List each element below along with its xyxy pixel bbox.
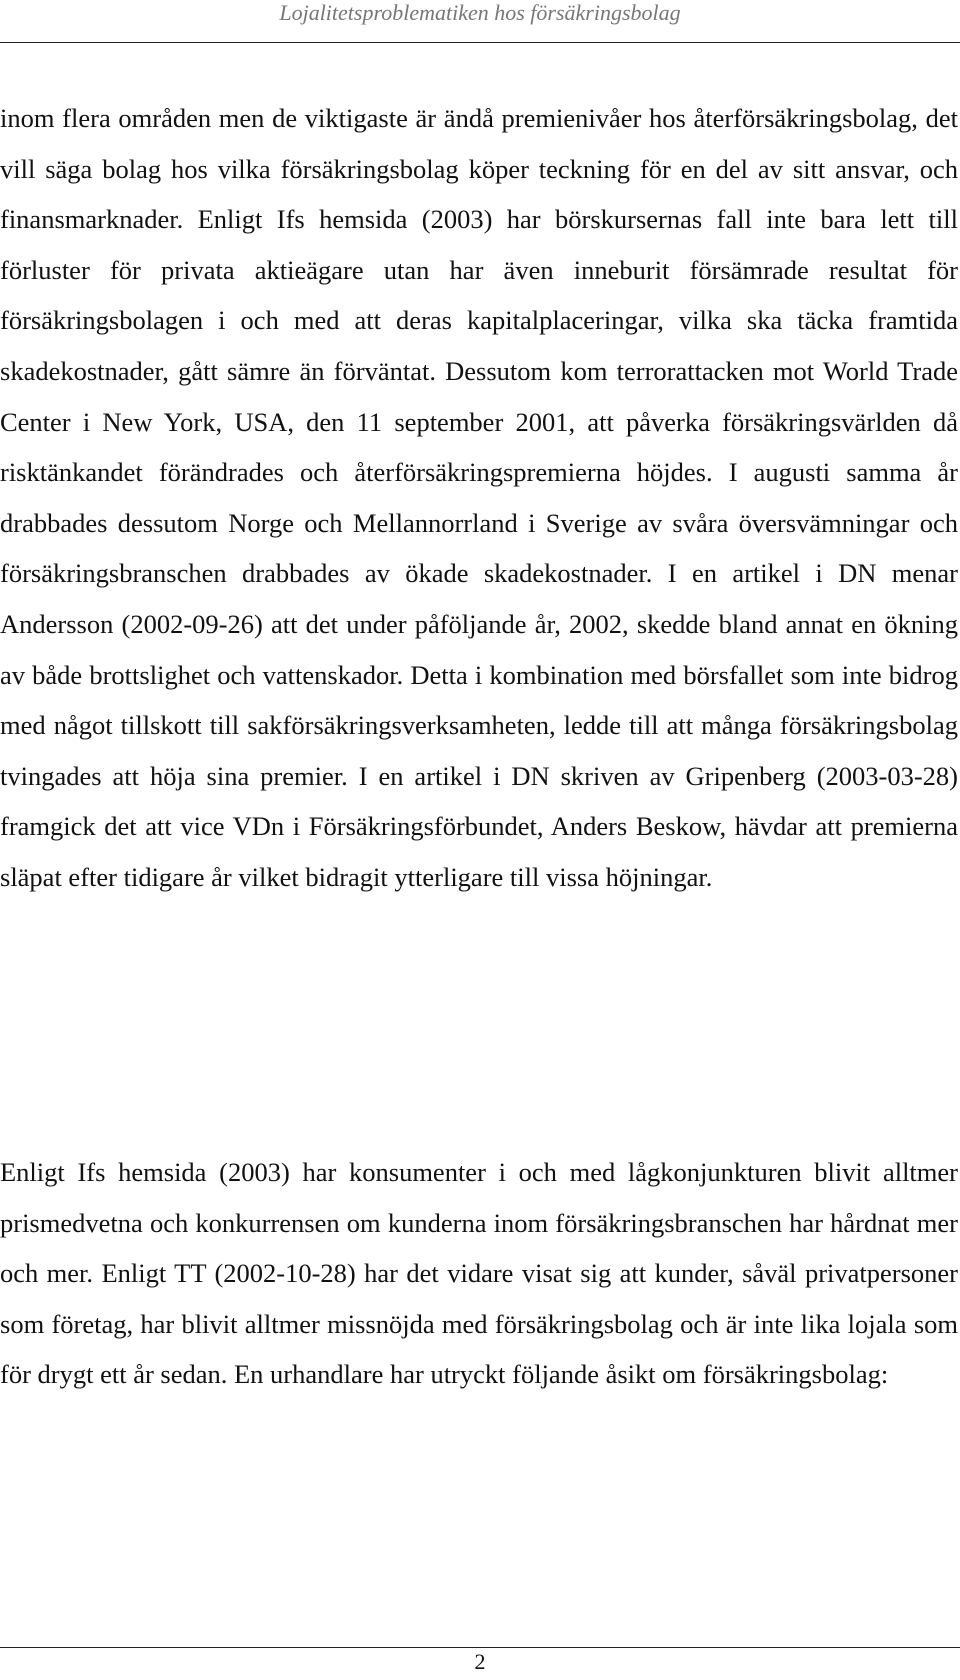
running-header: Lojalitetsproblematiken hos försäkringsbolag — [279, 0, 681, 25]
body-paragraph-1: inom flera områden men de viktigaste är ändå premienivåer hos återförsäkringsbolag, det vill säga bolag hos vilka försäkringsbolag köper teckning för en del av sitt ansvar, och finansmarknader. Enligt Ifs hemsida (2003) har börskursernas fall inte bara lett till förluster för privata aktieägare utan har även inneburit försämrade resultat för försäkringsbolagen i och med att deras kapitalplaceringar, vilka ska täcka framtida skadekostnader, gått sämre än förväntat. Dessutom kom terrorattacken mot World Trade Center i New York, USA, den 11 september 2001, att påverka försäkringsvärlden då risktänkandet förändrades och återförsäkringspremierna höjdes. I augusti samma år drabbades dessutom Norge och Mellannorrland i Sverige av svåra översvämningar och försäkringsbranschen drabbades av ökade skadekostnader. I en artikel i DN menar Andersson (2002-09-26) att det under påföljande år, 2002, skedde bland annat en ökning av både brottslighet och vattenskador. Detta i kombination med börsfallet som inte bidrog med något tillskott till sakförsäkringsverksamheten, ledde till att många försäkringsbolag tvingades att höja sina premier. I en artikel i DN skriven av Gripenberg (2003-03-28) framgick det att vice VDn i Försäkringsförbundet, Anders Beskow, hävdar att premierna släpat efter tidigare år vilket bidragit ytterligare till vissa höjningar. — [0, 103, 958, 892]
footer-divider — [0, 1647, 960, 1648]
body-paragraph-2: Enligt Ifs hemsida (2003) har konsumenter i och med lågkonjunkturen blivit alltmer prismedvetna och konkurrensen om kunderna inom försäkringsbranschen har hårdnat mer och mer. Enligt TT (2002-10-28) har det vidare visat sig att kunder, såväl privatpersoner som företag, har blivit alltmer missnöjda med försäkringsbolag och är inte lika lojala som för drygt ett år sedan. En urhandlare har utryckt följande åsikt om försäkringsbolag: — [0, 1157, 958, 1390]
header-divider — [0, 42, 960, 43]
page-number: 2 — [474, 1649, 486, 1674]
